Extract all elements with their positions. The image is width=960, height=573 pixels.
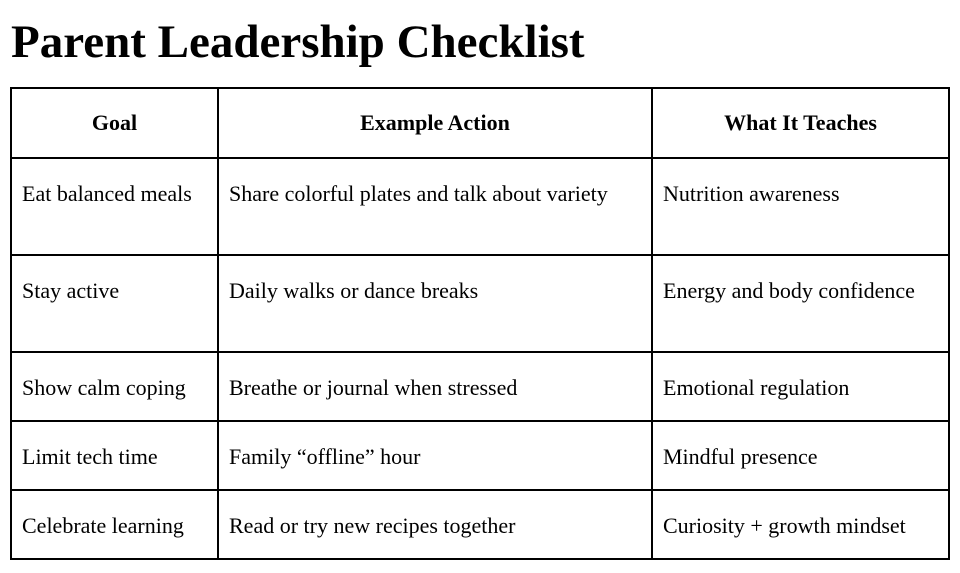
example-action-cell: Read or try new recipes together (218, 490, 652, 559)
table-row (11, 158, 949, 255)
example-action-cell: Share colorful plates and talk about variety (218, 158, 652, 255)
example-action-cell: Daily walks or dance breaks (218, 255, 652, 352)
column-header-what-it-teaches: What It Teaches (652, 88, 949, 158)
goal-cell: Limit tech time (11, 421, 218, 490)
what-it-teaches-cell: Curiosity + growth mindset (652, 490, 949, 559)
example-action-cell: Breathe or journal when stressed (218, 352, 652, 421)
table-row (11, 421, 949, 490)
page-title: Parent Leadership Checklist (11, 16, 585, 68)
what-it-teaches-cell: Energy and body confidence (652, 255, 949, 352)
goal-cell: Show calm coping (11, 352, 218, 421)
example-action-cell: Family “offline” hour (218, 421, 652, 490)
column-header-example-action: Example Action (218, 88, 652, 158)
column-header-goal: Goal (11, 88, 218, 158)
goal-cell: Stay active (11, 255, 218, 352)
what-it-teaches-cell: Nutrition awareness (652, 158, 949, 255)
goal-cell: Eat balanced meals (11, 158, 218, 255)
table-row (11, 352, 949, 421)
checklist-table (10, 87, 950, 560)
table-header-row (11, 88, 949, 158)
table-row (11, 490, 949, 559)
table-row (11, 255, 949, 352)
what-it-teaches-cell: Emotional regulation (652, 352, 949, 421)
what-it-teaches-cell: Mindful presence (652, 421, 949, 490)
goal-cell: Celebrate learning (11, 490, 218, 559)
